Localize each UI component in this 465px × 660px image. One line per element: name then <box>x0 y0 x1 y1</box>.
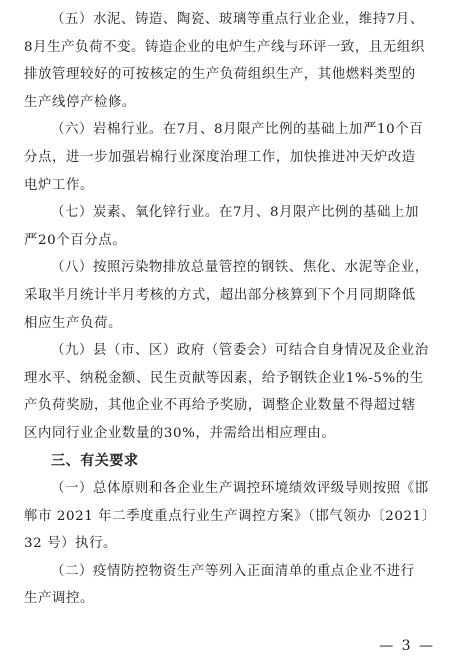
text-line: （五）水泥、铸造、陶瓷、玻璃等重点行业企业，维持7月、 <box>51 12 424 27</box>
text-line: 生产调控。 <box>24 591 94 607</box>
text-line: （六）岩棉行业。在7月、8月限产比例的基础上加严10个百 <box>51 122 424 138</box>
text-line: 电炉工作。 <box>24 177 94 193</box>
text-line: 相应生产负荷。 <box>24 315 122 331</box>
paragraph-nine <box>24 337 441 447</box>
text-line: 32 号）执行。 <box>24 536 118 552</box>
text-line: 8月生产负荷不变。铸造企业的电炉生产线与环评一致，且无组织 <box>24 39 425 55</box>
paragraph-five <box>24 6 441 116</box>
text-line: （七）炭素、氧化锌行业。在7月、8月限产比例的基础上加 <box>51 205 420 221</box>
section-heading: 三、有关要求 <box>51 452 139 469</box>
requirement-one <box>24 475 441 558</box>
text-line: 采取半月统计半月考核的方式，超出部分核算到下个月同期降低 <box>24 287 416 303</box>
text-line: （九）县（市、区）政府（管委会）可结合自身情况及企业治 <box>51 343 429 359</box>
text-line: 分点，进一步加强岩棉行业深度治理工作，加快推进冲天炉改造 <box>24 149 416 165</box>
text-line: （一）总体原则和各企业生产调控环境绩效评级导则按照《邯 <box>51 481 429 497</box>
text-line: 产负荷奖励，其他企业不再给予奖励，调整企业数量不得超过辖 <box>24 398 416 414</box>
text-line: （八）按照污染物排放总量管控的钢铁、焦化、水泥等企业， <box>51 260 429 276</box>
paragraph-eight <box>24 254 441 337</box>
text-line: 郸市 2021 年二季度重点行业生产调控方案》（邯气领办〔2021〕 <box>24 508 436 524</box>
text-line: 理水平、纳税金额、民生贡献等因素，给予钢铁企业1%-5%的生 <box>24 370 424 386</box>
text-line: 区内同行业企业数量的30%，并需给出相应理由。 <box>24 425 336 441</box>
text-line: 排放管理较好的可按核定的生产负荷组织生产，其他燃料类型的 <box>24 67 416 83</box>
requirement-two <box>24 558 441 613</box>
text-line: 严20个百分点。 <box>24 232 127 248</box>
paragraph-six <box>24 116 441 199</box>
text-line: 生产线停产检修。 <box>24 94 136 110</box>
paragraph-seven <box>24 199 441 254</box>
page-number: — 3 — <box>379 638 435 654</box>
text-line: （二）疫情防控物资生产等列入正面清单的重点企业不进行 <box>51 563 415 579</box>
